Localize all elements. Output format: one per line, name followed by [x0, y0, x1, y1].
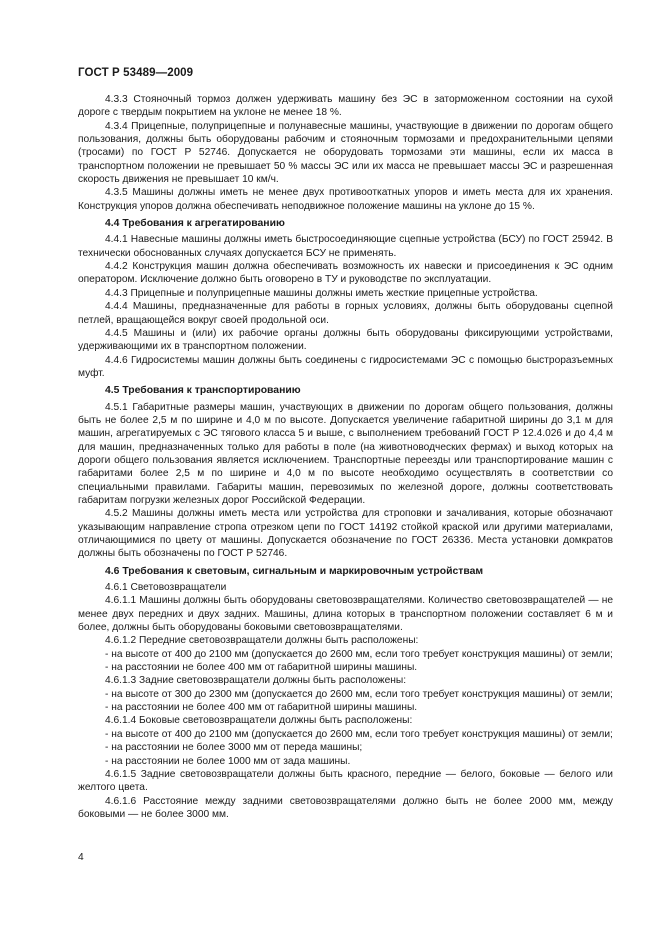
section-heading-4-5: 4.5 Требования к транспортированию [105, 385, 301, 397]
paragraph-4-4-5: 4.4.5 Машины и (или) их рабочие органы должны быть оборудованы фиксирующими устройствами, удерживающими их в транспортном положении. [78, 327, 613, 353]
paragraph-4-6-1-2: 4.6.1.2 Передние световозвращатели должны быть расположены: [105, 635, 419, 647]
list-item: - на расстоянии не более 400 мм от габаритной ширины машины. [105, 662, 418, 674]
list-item: - на расстоянии не более 1000 мм от зада машины. [105, 755, 351, 767]
paragraph-4-5-1: 4.5.1 Габаритные размеры машин, участвующих в движении по дорогам общего пользования, должны быть не более 2,5 м по ширине и 4,0 м по высоте. Допускается увеличение габаритной ширины до 3,1 м для машин, агрегатируемых с ЭС тягового класса 5 и выше, с выполнением требований ГОСТ Р 12.4.026 и до 4,4 м для машин, предназначенных только для работы в поле (на животноводческих фермах) и выход которых на дороги общего пользования является исключением. Транспортные переезды или транспортирование машин с габаритами более 2,5 м по ширине и 4,0 м по высоте необходимо осуществлять в соответствии со специальными правилами. Габариты машин, перевозимых по железной дороге, должны соответствовать габаритам погрузки железных дорог Российской Федерации. [78, 401, 613, 506]
list-item: - на расстоянии не более 400 мм от габаритной ширины машины. [105, 702, 418, 714]
list-item: - на расстоянии не более 3000 мм от переда машины; [105, 742, 363, 754]
paragraph-4-3-3: 4.3.3 Стояночный тормоз должен удерживать машину без ЭС в заторможенном состоянии на сухой дороге с твердым покрытием на уклоне не менее 18 %. [78, 94, 613, 119]
document-header: ГОСТ Р 53489—2009 [78, 67, 194, 79]
section-heading-4-6: 4.6 Требования к световым, сигнальным и маркировочным устройствам [105, 565, 484, 577]
document-body [78, 93, 613, 821]
list-item: - на высоте от 400 до 2100 мм (допускается до 2600 мм, если того требует конструкция машины) от земли; [105, 648, 613, 660]
paragraph-4-6-1: 4.6.1 Световозвращатели [105, 582, 227, 594]
paragraph-4-4-4: 4.4.4 Машины, предназначенные для работы в горных условиях, должны быть оборудованы сцепной петлей, вращающейся вокруг своей продольной оси. [78, 301, 613, 326]
paragraph-4-3-5: 4.3.5 Машины должны иметь не менее двух противооткатных упоров и иметь места для их хранения. Конструкция упоров должна обеспечивать неподвижное положение машины на уклоне до 15 %. [78, 187, 613, 212]
list-item: - на высоте от 400 до 2100 мм (допускается до 2600 мм, если того требует конструкция машины) от земли; [105, 728, 613, 740]
section-heading-4-4: 4.4 Требования к агрегатированию [105, 218, 285, 230]
paragraph-4-6-1-6: 4.6.1.6 Расстояние между задними световозвращателями должно быть не более 2000 мм, между боковыми — не более 3000 мм. [78, 795, 613, 820]
paragraph-4-5-2: 4.5.2 Машины должны иметь места или устройства для строповки и зачаливания, которые обозначают указывающим направление стропа отрезком цепи по ГОСТ 14192 стойкой краской или другими материалами, отличающимися по цвету от машины. Допускается обозначение по ГОСТ 26336. Места установки домкратов должны быть обозначены по ГОСТ Р 52746. [78, 508, 613, 560]
paragraph-4-6-1-5: 4.6.1.5 Задние световозвращатели должны быть красного, передние — белого, боковые — белого или желтого цвета. [78, 768, 613, 794]
paragraph-4-6-1-1: 4.6.1.1 Машины должны быть оборудованы световозвращателями. Количество световозвращателей — не менее двух передних и двух задних. Машины, длина которых в транспортном положении составляет 6 м и более, должны быть оборудованы боковыми световозвращателями. [78, 595, 613, 634]
paragraph-4-6-1-4: 4.6.1.4 Боковые световозвращатели должны быть расположены: [105, 715, 413, 727]
paragraph-4-3-4: 4.3.4 Прицепные, полуприцепные и полунавесные машины, участвующие в движении по дорогам общего пользования, должны быть оборудованы рабочим и стояночным тормозами и предохранительными цепями (тросами) по ГОСТ Р 52746. Допускается не оборудовать тормозами эти машины, если их масса в транспортном положении не превышает 50 % массы ЭС или их масса не превышает массы ЭС и разрешенная скорость движения не превышает 10 км/ч. [78, 120, 613, 186]
paragraph-4-4-6: 4.4.6 Гидросистемы машин должны быть соединены с гидросистемами ЭС с помощью быстроразъемных муфт. [78, 354, 613, 379]
list-item: - на высоте от 300 до 2300 мм (допускается до 2600 мм, если того требует конструкция машины) от земли; [105, 688, 613, 700]
paragraph-4-4-3: 4.4.3 Прицепные и полуприцепные машины должны иметь жесткие прицепные устройства. [105, 287, 538, 299]
paragraph-4-4-1: 4.4.1 Навесные машины должны иметь быстросоединяющие сцепные устройства (БСУ) по ГОСТ 25942. В технически обоснованных случаях допускается БСУ не применять. [78, 234, 613, 259]
page-number: 4 [78, 852, 84, 863]
paragraph-4-6-1-3: 4.6.1.3 Задние световозвращатели должны быть расположены: [105, 675, 407, 687]
paragraph-4-4-2: 4.4.2 Конструкция машин должна обеспечивать возможность их навески и присоединения к ЭС одним оператором. Исключение должно быть оговорено в ТУ и руководстве по эксплуатации. [78, 261, 613, 286]
